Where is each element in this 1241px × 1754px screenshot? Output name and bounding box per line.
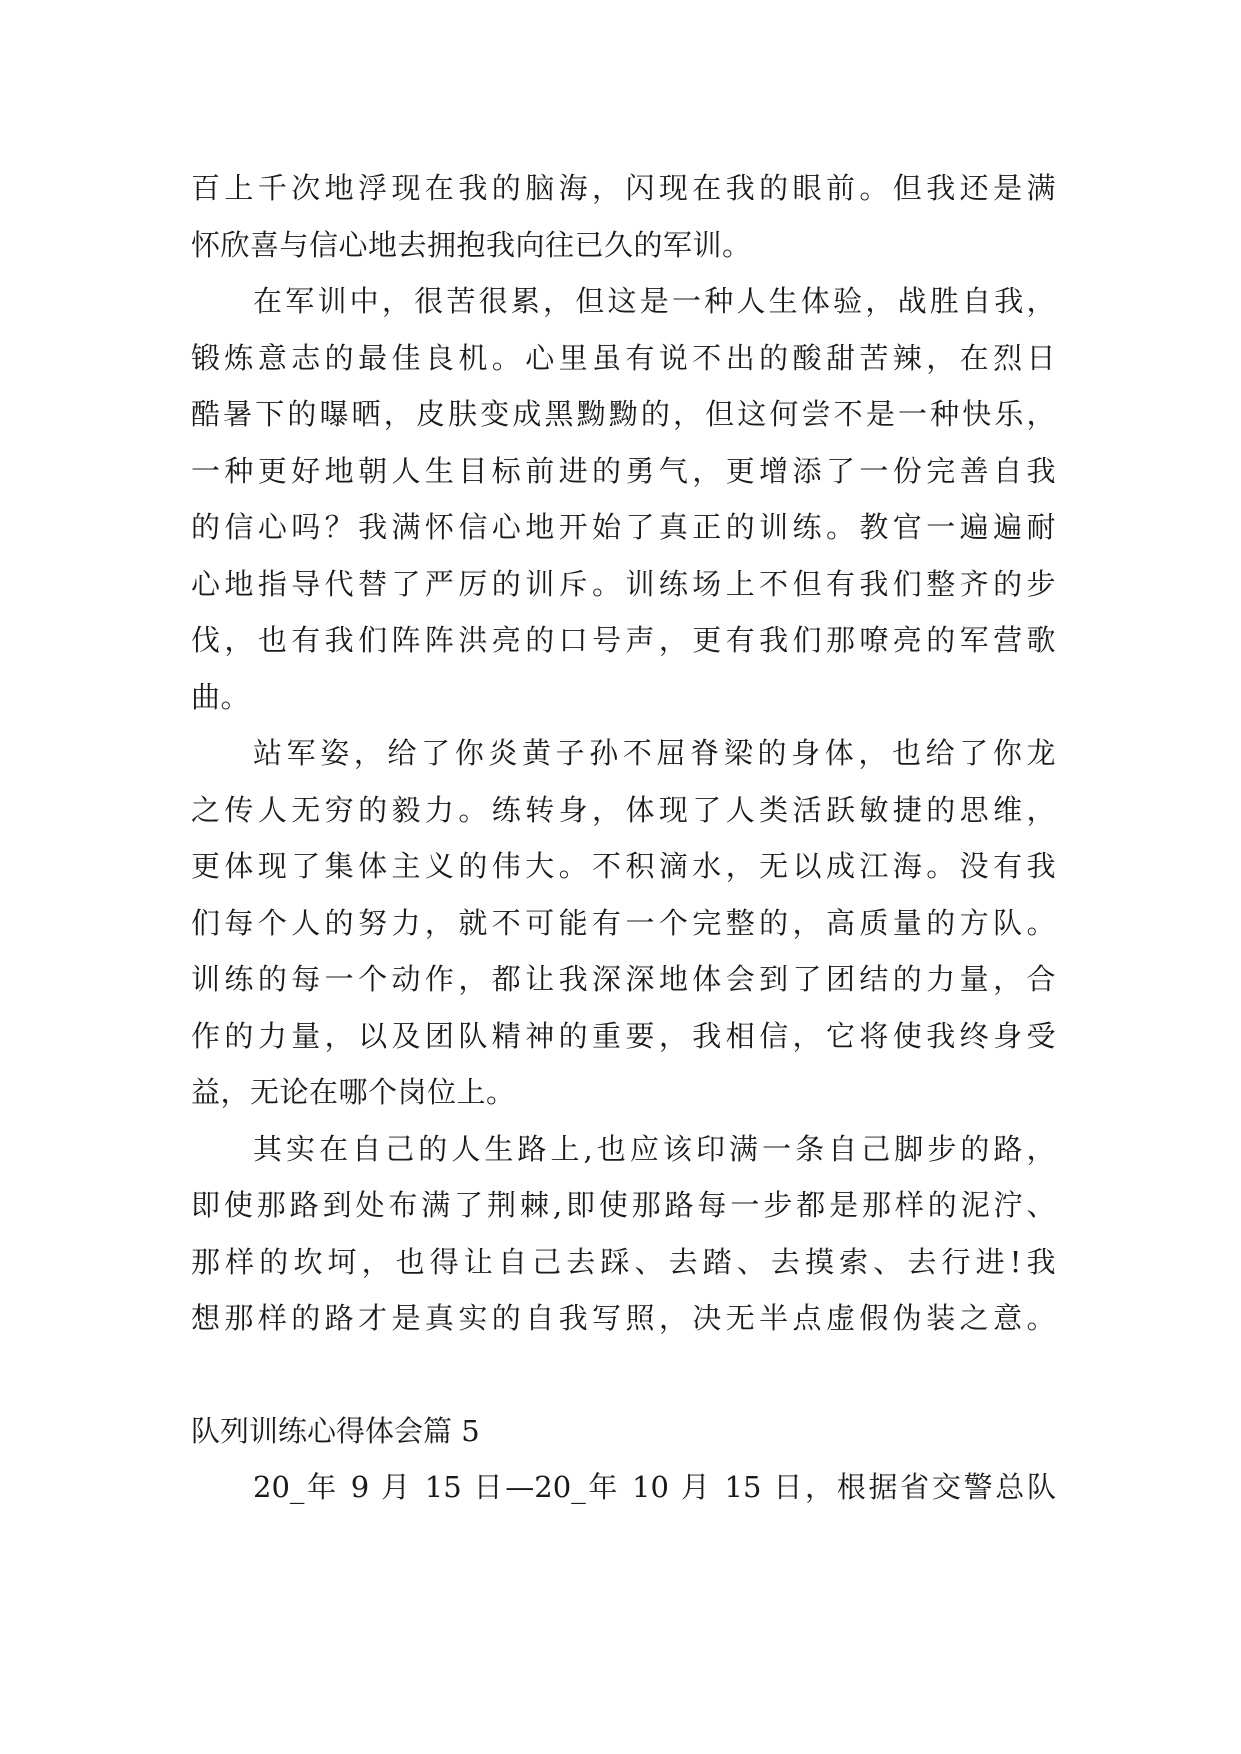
text-line: 站军姿，给了你炎黄子孙不屈脊梁的身体，也给了你龙: [253, 736, 1056, 770]
text-line: 曲。: [191, 679, 251, 714]
text-line: 作的力量，以及团队精神的重要，我相信，它将使我终身受: [191, 1018, 1056, 1053]
text-line: 训练的每一个动作，都让我深深地体会到了团结的力量，合: [191, 962, 1056, 996]
paragraph-standing-posture: [191, 725, 1056, 1121]
text-line: 即使那路到处布满了荆棘,即使那路每一步都是那样的泥泞、: [191, 1188, 1056, 1222]
paragraph-date: [191, 1459, 1056, 1516]
text-line: 更体现了集体主义的伟大。不积滴水，无以成江海。没有我: [191, 849, 1056, 883]
text-line: 20_年 9 月 15 日—20_年 10 月 15 日，根据省交警总队: [253, 1470, 1056, 1504]
text-line: 伐，也有我们阵阵洪亮的口号声，更有我们那嘹亮的军营歌: [191, 623, 1056, 657]
text-line: 百上千次地浮现在我的脑海，闪现在我的眼前。但我还是满: [191, 171, 1056, 205]
text-line: 怀欣喜与信心地去拥抱我向往已久的军训。: [191, 227, 752, 262]
text-line: 在军训中，很苦很累，但这是一种人生体验，战胜自我，: [253, 284, 1056, 318]
text-line: 想那样的路才是真实的自我写照，决无半点虚假伪装之意。: [191, 1301, 1056, 1335]
paragraph-military-training: [191, 273, 1056, 725]
text-line: 一种更好地朝人生目标前进的勇气，更增添了一份完善自我: [191, 453, 1056, 488]
text-line: 酷暑下的曝晒，皮肤变成黑黝黝的，但这何尝不是一种快乐，: [191, 397, 1056, 431]
text-line: 心地指导代替了严厉的训斥。训练场上不但有我们整齐的步: [191, 566, 1056, 601]
document-body: [191, 160, 1056, 1516]
text-line: 之传人无穷的毅力。练转身，体现了人类活跃敏捷的思维，: [191, 792, 1056, 827]
text-line: 锻炼意志的最佳良机。心里虽有说不出的酸甜苦辣，在烈日: [191, 340, 1056, 375]
text-line: 那样的坎坷，也得让自己去踩、去踏、去摸索、去行进!我: [191, 1244, 1056, 1279]
paragraph-continued: [191, 160, 1056, 273]
text-line: 们每个人的努力，就不可能有一个完整的，高质量的方队。: [191, 905, 1056, 940]
text-line: 其实在自己的人生路上,也应该印满一条自己脚步的路，: [253, 1131, 1056, 1166]
section-heading: 队列训练心得体会篇 5: [191, 1413, 480, 1448]
text-line: 的信心吗？我满怀信心地开始了真正的训练。教官一遍遍耐: [191, 510, 1056, 544]
paragraph-life-road: [191, 1121, 1056, 1347]
text-line: 益，无论在哪个岗位上。: [191, 1075, 516, 1109]
